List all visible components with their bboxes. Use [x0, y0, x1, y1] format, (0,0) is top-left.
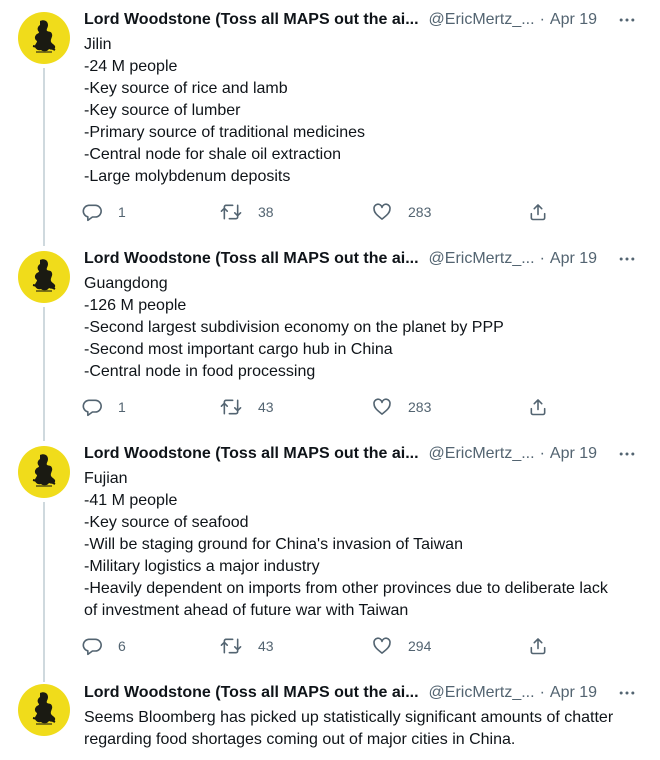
share-icon: [528, 397, 548, 417]
like-button[interactable]: [372, 396, 431, 418]
heart-icon: [372, 397, 392, 417]
author-handle[interactable]: @EricMertz_...: [428, 250, 535, 267]
tweet-header: [84, 9, 650, 31]
reply-button[interactable]: [82, 396, 126, 418]
tweet-date[interactable]: Apr 19: [549, 684, 598, 701]
author-name[interactable]: Lord Woodstone (Toss all MAPS out the ai...: [84, 445, 419, 462]
tweet-line: -Heavily dependent on imports from other provinces due to deliberate lack: [84, 580, 608, 597]
author-handle[interactable]: @EricMertz_...: [428, 445, 535, 462]
reply-count: 1: [118, 399, 126, 415]
tweet-line: -Large molybdenum deposits: [84, 168, 291, 185]
share-icon: [528, 636, 548, 656]
share-button[interactable]: [528, 201, 548, 223]
tweet-line: Guangdong: [84, 275, 168, 292]
tweet-line: -24 M people: [84, 58, 178, 75]
retweet-count: 38: [258, 204, 274, 220]
author-name[interactable]: Lord Woodstone (Toss all MAPS out the ai...: [84, 250, 419, 267]
tweet-line: -Key source of lumber: [84, 102, 241, 119]
tweet-date[interactable]: Apr 19: [549, 445, 598, 462]
share-button[interactable]: [528, 396, 548, 418]
like-count: 283: [408, 204, 432, 220]
reply-button[interactable]: [82, 201, 126, 223]
more-icon[interactable]: [616, 443, 638, 465]
tweet-header: [84, 682, 650, 704]
tweet-line: -Primary source of traditional medicines: [84, 124, 365, 141]
tweet-line: of investment ahead of future war with Taiwan: [84, 602, 409, 619]
tweet-line: -Will be staging ground for China's invasion of Taiwan: [84, 536, 463, 553]
tweet-line: regarding food shortages coming out of major cities in China.: [84, 731, 516, 748]
reply-icon: [82, 636, 102, 656]
separator-dot: ·: [539, 11, 545, 28]
like-count: 294: [408, 638, 432, 654]
reply-button[interactable]: [82, 635, 126, 657]
separator-dot: ·: [539, 445, 545, 462]
share-icon: [528, 202, 548, 222]
tweet-line: -Key source of rice and lamb: [84, 80, 288, 97]
avatar[interactable]: [18, 251, 70, 303]
separator-dot: ·: [539, 684, 545, 701]
tweet[interactable]: [0, 435, 660, 674]
reply-count: 1: [118, 204, 126, 220]
retweet-icon: [220, 636, 242, 656]
separator-dot: ·: [539, 250, 545, 267]
like-button[interactable]: [372, 201, 431, 223]
tweet[interactable]: [0, 0, 660, 240]
retweet-icon: [220, 202, 242, 222]
share-button[interactable]: [528, 635, 548, 657]
author-handle[interactable]: @EricMertz_...: [428, 11, 535, 28]
tweet[interactable]: [0, 240, 660, 435]
like-count: 283: [408, 399, 432, 415]
tweet-actions: [80, 201, 560, 223]
avatar[interactable]: [18, 446, 70, 498]
tweet-line: Seems Bloomberg has picked up statistically significant amounts of chatter: [84, 709, 614, 726]
tweet-text: [84, 273, 644, 383]
reply-icon: [82, 202, 102, 222]
tweet-actions: [80, 635, 560, 657]
retweet-button[interactable]: [220, 396, 274, 418]
retweet-button[interactable]: [220, 201, 274, 223]
tweet-line: -Second most important cargo hub in China: [84, 341, 393, 358]
retweet-count: 43: [258, 399, 274, 415]
tweet-line: -Central node in food processing: [84, 363, 316, 380]
tweet-header: [84, 248, 650, 270]
avatar[interactable]: [18, 684, 70, 736]
tweet-line: -Central node for shale oil extraction: [84, 146, 342, 163]
more-icon[interactable]: [616, 9, 638, 31]
tweet-header: [84, 443, 650, 465]
author-name[interactable]: Lord Woodstone (Toss all MAPS out the ai...: [84, 11, 419, 28]
tweet-line: -126 M people: [84, 297, 187, 314]
tweet-line: Fujian: [84, 470, 128, 487]
reply-count: 6: [118, 638, 126, 654]
tweet-line: -Military logistics a major industry: [84, 558, 320, 575]
tweet-text: [84, 34, 644, 188]
retweet-count: 43: [258, 638, 274, 654]
tweet-line: -Second largest subdivision economy on the planet by PPP: [84, 319, 504, 336]
tweet-date[interactable]: Apr 19: [549, 11, 598, 28]
heart-icon: [372, 202, 392, 222]
avatar[interactable]: [18, 12, 70, 64]
tweet-text: [84, 468, 644, 622]
tweet-line: -Key source of seafood: [84, 514, 249, 531]
tweet-text: [84, 707, 644, 751]
heart-icon: [372, 636, 392, 656]
author-name[interactable]: Lord Woodstone (Toss all MAPS out the ai...: [84, 684, 419, 701]
reply-icon: [82, 397, 102, 417]
like-button[interactable]: [372, 635, 431, 657]
author-handle[interactable]: @EricMertz_...: [428, 684, 535, 701]
tweet-line: -41 M people: [84, 492, 178, 509]
tweet-date[interactable]: Apr 19: [549, 250, 598, 267]
more-icon[interactable]: [616, 248, 638, 270]
retweet-button[interactable]: [220, 635, 274, 657]
retweet-icon: [220, 397, 242, 417]
more-icon[interactable]: [616, 682, 638, 704]
tweet[interactable]: [0, 674, 660, 760]
tweet-actions: [80, 396, 560, 418]
tweet-line: Jilin: [84, 36, 112, 53]
